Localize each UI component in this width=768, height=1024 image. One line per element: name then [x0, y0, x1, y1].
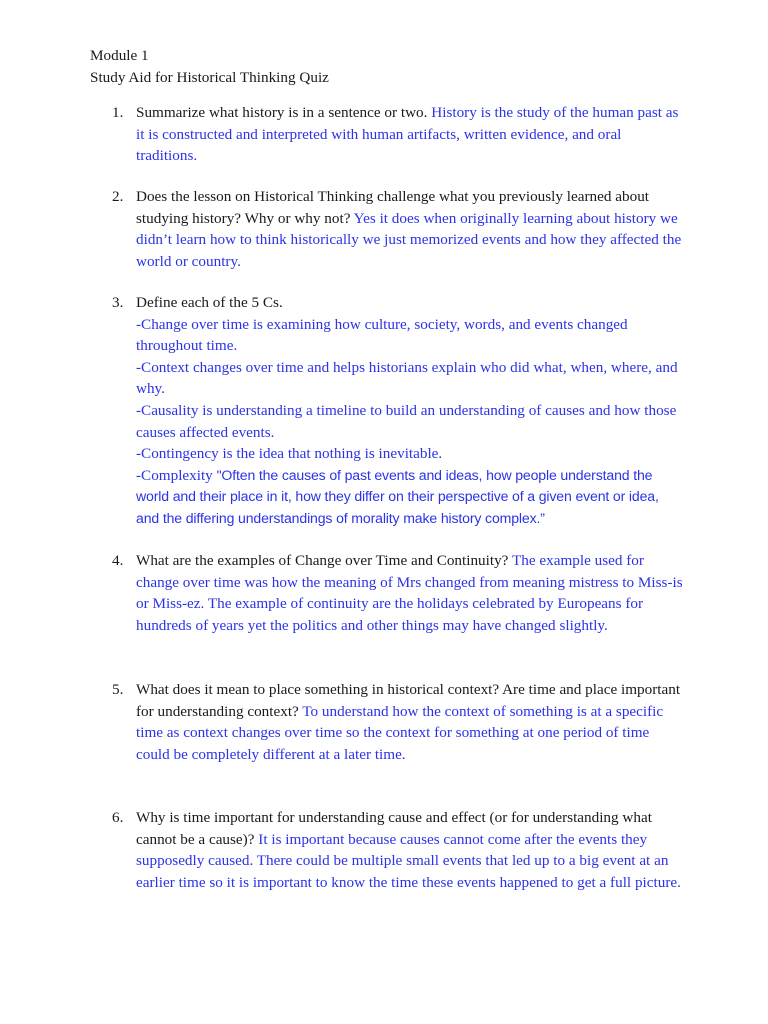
answer-text: It is important because causes cannot come after the events they supposedly caused. There could be multiple small events that led up to a big event at an earlier time so it is important to know the time these events happened to get a full picture.	[136, 830, 681, 891]
question-text: Does the lesson on Historical Thinking challenge what you previously learned about studying history? Why or why not?	[136, 188, 650, 227]
module-label: Module 1	[90, 47, 149, 64]
definition-context: -Context changes over time and helps historians explain who did what, when, where, and why.	[136, 358, 678, 398]
answer-text: To understand how the context of something is at a specific time as context changes over time so the context for something at one period of time could be completely different at a later time.	[136, 702, 664, 763]
question-number: 1.	[112, 104, 124, 121]
complexity-label: -Complexity	[136, 466, 213, 484]
question-text: Define each of the 5 Cs.	[136, 294, 283, 311]
complexity-quote: "Often the causes of past events and ideas, how people understand the world and their place in it, how they differ on their perspective of a given event or idea, and the differing understandings of morality make history complex.”	[136, 466, 659, 526]
question-number: 5.	[112, 681, 124, 698]
question-item-2	[112, 186, 684, 272]
question-number: 6.	[112, 809, 124, 826]
question-item-1	[112, 102, 684, 167]
answer-text: Yes it does when originally learning about history we didn’t learn how to think historically we just memorized events and how they affected the world or country.	[136, 209, 682, 270]
answer-text: The example used for change over time was how the meaning of Mrs changed from meaning mistress to Miss-is or Miss-ez. The example of continuity are the holidays celebrated by Europeans for hundreds of years yet the politics and other things may have changed slightly.	[136, 552, 683, 634]
document-header	[90, 45, 690, 88]
question-number: 3.	[112, 294, 124, 311]
question-number: 2.	[112, 188, 124, 205]
question-item-4	[112, 550, 684, 636]
question-text: What are the examples of Change over Time and Continuity?	[136, 552, 509, 569]
question-text: What does it mean to place something in historical context? Are time and place important for understanding context?	[136, 681, 681, 720]
document-title: Study Aid for Historical Thinking Quiz	[90, 68, 329, 86]
definition-causality: -Causality is understanding a timeline to build an understanding of causes and how those causes affected events.	[136, 401, 677, 441]
definition-contingency: -Contingency is the idea that nothing is inevitable.	[136, 445, 443, 463]
question-item-5	[112, 679, 684, 765]
definition-change-over-time: -Change over time is examining how culture, society, words, and events changed throughout time.	[136, 315, 628, 355]
question-text: Summarize what history is in a sentence or two.	[136, 104, 428, 121]
question-item-3	[112, 292, 684, 530]
answer-text: History is the study of the human past as it is constructed and interpreted with human artifacts, written evidence, and oral traditions.	[136, 104, 679, 165]
question-number: 4.	[112, 552, 124, 569]
question-text: Why is time important for understanding cause and effect (or for understanding what cannot be a cause)?	[136, 809, 652, 848]
question-item-6	[112, 807, 684, 893]
definition-complexity	[136, 465, 684, 530]
